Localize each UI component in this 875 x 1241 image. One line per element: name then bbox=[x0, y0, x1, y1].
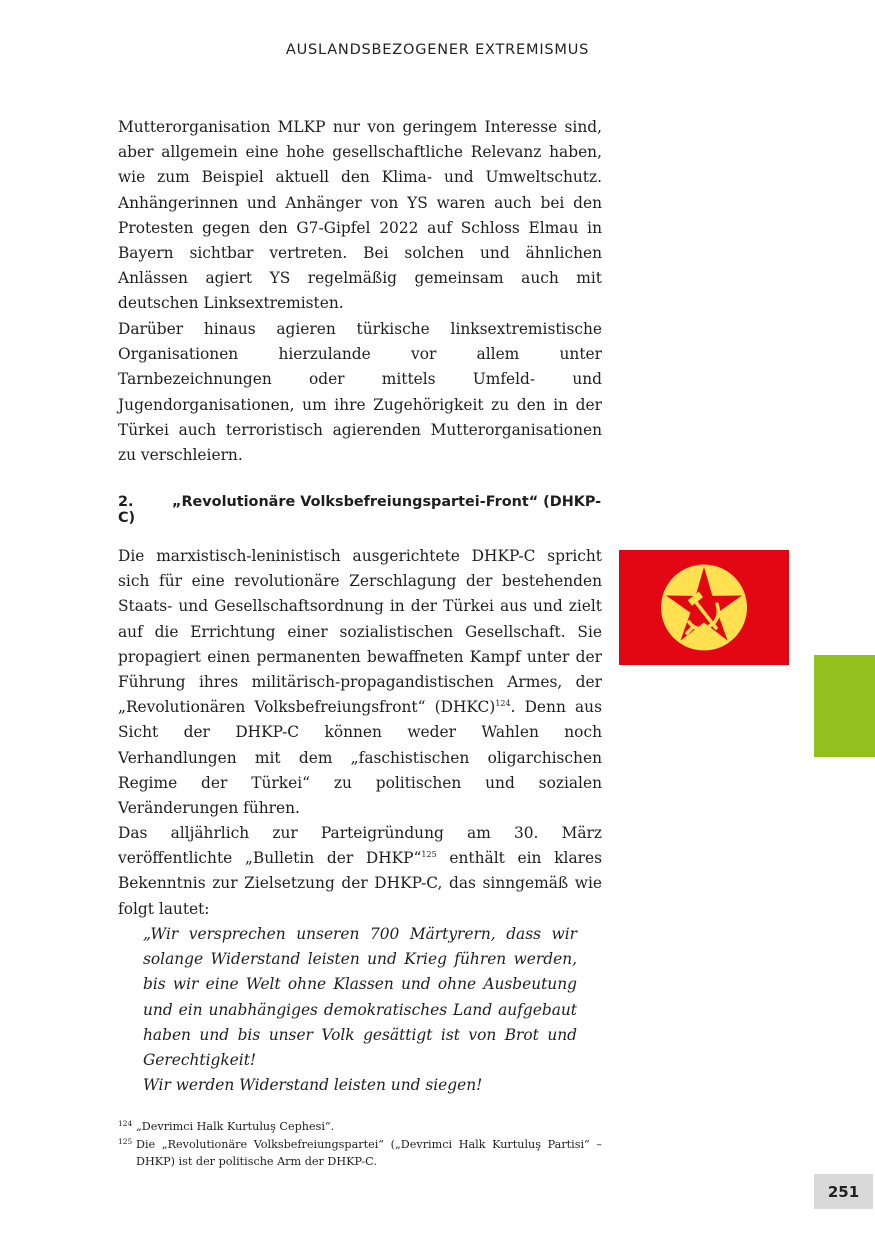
quote-closing-line: Wir werden Widerstand leisten und siegen! bbox=[143, 1076, 483, 1095]
body-paragraph: Darüber hinaus agieren türkische linksextremistische Organisationen hierzulande vor allem unter Tarnbezeichnungen oder mittels Umfeld- und Jugendorganisationen, um ihre Zugehörigkeit zu den in der Türkei auch terroristisch agierenden Mutterorganisationen zu verschleiern. bbox=[118, 320, 602, 465]
body-paragraph: Mutterorganisation MLKP nur von geringem Interesse sind, aber allgemein eine hohe gesellschaftliche Relevanz haben, wie zum Beispiel aktuell den Klima- und Umweltschutz. Anhängerinnen und Anhänger von YS waren auch bei den Protesten gegen den G7-Gipfel 2022 auf Schloss Elmau in Bayern sichtbar vertreten. Bei solchen und ähnlichen Anlässen agiert YS regelmäßig gemeinsam auch mit deutschen Linksextremisten. bbox=[118, 118, 602, 313]
body-paragraph bbox=[118, 544, 602, 821]
footnote bbox=[118, 1136, 602, 1170]
paragraph-text: Das alljährlich zur Parteigründung am 30. März veröffentlichte „Bulletin der DHKP“ bbox=[118, 824, 602, 868]
footnote-number: 124 bbox=[118, 1119, 133, 1128]
footnote-ref[interactable]: 124 bbox=[495, 699, 511, 709]
footnote-ref[interactable]: 125 bbox=[421, 850, 437, 860]
page-number: 251 bbox=[814, 1174, 873, 1209]
section-heading bbox=[118, 494, 618, 526]
section-title: „Revolutionäre Volksbefreiungspartei-Front“ (DHKP-C) bbox=[118, 494, 602, 526]
paragraph-text: enthält ein klares Bekenntnis zur Zielsetzung der DHKP-C, das sinngemäß wie folgt lautet: bbox=[118, 849, 602, 918]
body-paragraph bbox=[118, 821, 602, 922]
section-number: 2. bbox=[118, 494, 134, 510]
footnote-text: „Devrimci Halk Kurtuluş Cephesi“. bbox=[136, 1120, 335, 1133]
paragraph-text: Die marxistisch-leninistisch ausgerichtete DHKP-C spricht sich für eine revolutionäre Zerschlagung der bestehenden Staats- und Gesellschaftsordnung in der Türkei aus und zielt auf die Errichtung einer sozialistischen Gesellschaft. Sie propagiert einen permanenten bewaffneten Kampf unter der Führung ihres militärisch-propagandistischen Armes, der „Revolutionären Volksbefreiungsfront“ (DHKC) bbox=[118, 547, 602, 717]
running-head: AUSLANDSBEZOGENER EXTREMISMUS bbox=[285, 42, 590, 58]
paragraph-text: . Denn aus Sicht der DHKP-C können weder Wahlen noch Verhandlungen mit dem „faschistischen oligarchischen Regime der Türkei“ zu politischen und sozialen Veränderungen führen. bbox=[118, 698, 602, 818]
footnote-text: Die „Revolutionäre Volksbefreiungspartei“ („Devrimci Halk Kurtuluş Partisi“ – DHKP) ist der politische Arm der DHKP-C. bbox=[136, 1138, 602, 1168]
block-quote bbox=[143, 922, 577, 1098]
footnotes bbox=[118, 1118, 602, 1171]
footnote bbox=[118, 1118, 602, 1135]
footnote-number: 125 bbox=[118, 1137, 133, 1146]
quote-text: „Wir versprechen unseren 700 Märtyrern, dass wir solange Widerstand leisten und Krieg führen werden, bis wir eine Welt ohne Klassen und ohne Ausbeutung und ein unabhängiges demokratisches Land aufgebaut haben und bis unser Volk gesättigt ist von Brot und Gerechtigkeit! bbox=[143, 925, 577, 1070]
chapter-tab-marker bbox=[814, 655, 875, 757]
dhkp-c-flag-image bbox=[619, 550, 789, 665]
